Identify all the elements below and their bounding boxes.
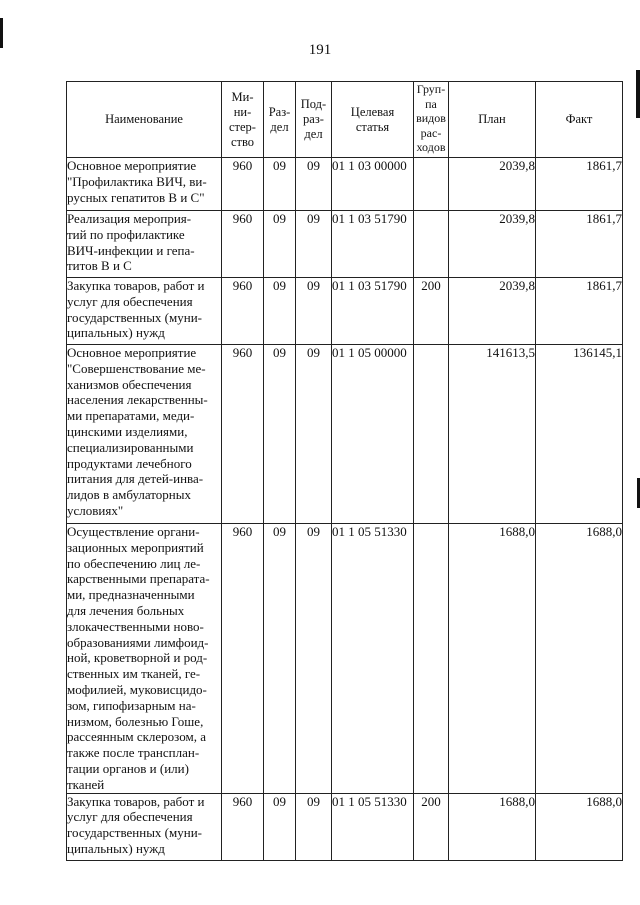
header-name: Наименование xyxy=(67,82,222,158)
cell-plan: 2039,8 xyxy=(449,158,536,211)
cell-subsection: 09 xyxy=(296,278,332,345)
cell-section: 09 xyxy=(264,211,296,278)
cell-section: 09 xyxy=(264,524,296,794)
cell-fact: 1688,0 xyxy=(536,793,623,860)
cell-name: Основное мероприятие "Совершенствование ме- ханизмов обеспечения населения лекарственны- ми препаратами, меди- цинскими изделиями, специализированными продуктами лечебного питания для детей-инва- лидов в амбулаторных условиях" xyxy=(67,345,222,524)
cell-expense-group: 200 xyxy=(414,793,449,860)
cell-section: 09 xyxy=(264,158,296,211)
cell-fact: 1861,7 xyxy=(536,211,623,278)
scan-edge-mark-right-top xyxy=(636,70,640,118)
header-expense-group: Груп- па видов рас- ходов xyxy=(414,82,449,158)
cell-ministry: 960 xyxy=(222,278,264,345)
cell-target: 01 1 03 51790 xyxy=(332,211,414,278)
cell-ministry: 960 xyxy=(222,793,264,860)
header-subsection: Под- раз- дел xyxy=(296,82,332,158)
cell-target: 01 1 03 51790 xyxy=(332,278,414,345)
cell-plan: 141613,5 xyxy=(449,345,536,524)
header-ministry: Ми- ни- стер- ство xyxy=(222,82,264,158)
cell-plan: 2039,8 xyxy=(449,278,536,345)
cell-plan: 1688,0 xyxy=(449,524,536,794)
table-row xyxy=(67,278,623,345)
cell-subsection: 09 xyxy=(296,211,332,278)
cell-plan: 2039,8 xyxy=(449,211,536,278)
cell-name: Закупка товаров, работ и услуг для обеспечения государственных (муни- ципальных) нужд xyxy=(67,278,222,345)
cell-section: 09 xyxy=(264,278,296,345)
cell-name: Основное мероприятие "Профилактика ВИЧ, ви- русных гепатитов В и С" xyxy=(67,158,222,211)
table-row xyxy=(67,158,623,211)
cell-subsection: 09 xyxy=(296,793,332,860)
header-plan: План xyxy=(449,82,536,158)
cell-expense-group xyxy=(414,345,449,524)
cell-target: 01 1 05 51330 xyxy=(332,793,414,860)
cell-section: 09 xyxy=(264,345,296,524)
table-row xyxy=(67,793,623,860)
cell-target: 01 1 05 00000 xyxy=(332,345,414,524)
table-row xyxy=(67,524,623,794)
cell-ministry: 960 xyxy=(222,345,264,524)
cell-name: Осуществление органи- зационных мероприятий по обеспечению лиц ле- карственными препарата- ми, предназначенными для лечения больных злокачественными ново- образованиями лимфоид- ной, кроветворной и род- ственных им тканей, ге- мофилией, муковисцидо- зом, гипофизарным на- низмом, болезнью Гоше, рассеянным склерозом, а также после трансплан- тации органов и (или) тканей xyxy=(67,524,222,794)
cell-target: 01 1 03 00000 xyxy=(332,158,414,211)
header-target: Целевая статья xyxy=(332,82,414,158)
cell-target: 01 1 05 51330 xyxy=(332,524,414,794)
cell-subsection: 09 xyxy=(296,345,332,524)
cell-expense-group: 200 xyxy=(414,278,449,345)
cell-ministry: 960 xyxy=(222,158,264,211)
cell-ministry: 960 xyxy=(222,211,264,278)
cell-fact: 1861,7 xyxy=(536,278,623,345)
cell-expense-group xyxy=(414,524,449,794)
header-section: Раз- дел xyxy=(264,82,296,158)
cell-plan: 1688,0 xyxy=(449,793,536,860)
cell-section: 09 xyxy=(264,793,296,860)
table-row xyxy=(67,345,623,524)
cell-ministry: 960 xyxy=(222,524,264,794)
cell-name: Закупка товаров, работ и услуг для обеспечения государственных (муни- ципальных) нужд xyxy=(67,793,222,860)
cell-name: Реализация мероприя- тий по профилактике ВИЧ-инфекции и гепа- титов В и С xyxy=(67,211,222,278)
cell-fact: 1688,0 xyxy=(536,524,623,794)
table-row xyxy=(67,211,623,278)
scan-edge-mark-left xyxy=(0,18,3,48)
cell-subsection: 09 xyxy=(296,524,332,794)
page-number: 191 xyxy=(308,42,332,58)
table-body xyxy=(67,158,623,861)
budget-table xyxy=(66,81,623,861)
cell-expense-group xyxy=(414,211,449,278)
header-fact: Факт xyxy=(536,82,623,158)
cell-fact: 1861,7 xyxy=(536,158,623,211)
cell-subsection: 09 xyxy=(296,158,332,211)
table-header-row xyxy=(67,82,623,158)
cell-fact: 136145,1 xyxy=(536,345,623,524)
cell-expense-group xyxy=(414,158,449,211)
